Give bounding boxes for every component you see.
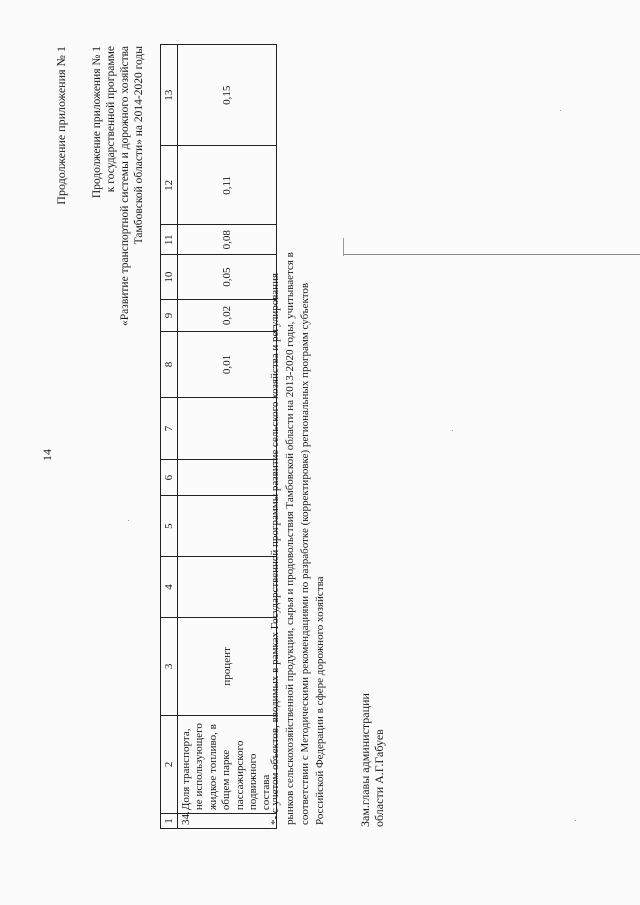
signature-name: области А.Г.Габуев bbox=[372, 729, 386, 827]
scan-speck bbox=[560, 110, 561, 111]
value-cell: 0,05 bbox=[178, 255, 277, 300]
column-number: 2 bbox=[161, 715, 178, 813]
footnote-line: рынков сельскохозяйственной продукции, сырья и продовольствия Тамбовской области на 2013-2020 годы, учитывается в bbox=[284, 252, 296, 825]
value-cell: 0,08 bbox=[178, 225, 277, 255]
unit-cell: процент bbox=[178, 617, 277, 715]
column-number: 7 bbox=[161, 398, 178, 460]
column-number: 12 bbox=[161, 146, 178, 225]
column-number: 3 bbox=[161, 617, 178, 715]
footnote bbox=[268, 105, 328, 825]
table-row bbox=[178, 45, 277, 829]
value-cell: 0,02 bbox=[178, 299, 277, 331]
column-number-row bbox=[161, 45, 178, 829]
value-cell: 0,15 bbox=[178, 45, 277, 146]
scan-speck bbox=[452, 430, 453, 431]
page-number: 14 bbox=[40, 449, 54, 461]
column-number: 6 bbox=[161, 459, 178, 495]
signature-position: Зам.главы администрации bbox=[358, 693, 372, 827]
value-cell bbox=[178, 496, 277, 557]
appendix-header-line: к государственной программе bbox=[105, 46, 117, 193]
row-number-cell: 34. bbox=[178, 814, 277, 829]
appendix-header-line: Тамбовской области» на 2014-2020 годы bbox=[133, 46, 145, 245]
scan-speck bbox=[575, 820, 576, 821]
indicator-name-cell: Доля транспорта, не использующего жидкое топливо, в общем парке пассажирского подвижного состава bbox=[178, 715, 277, 813]
column-number: 9 bbox=[161, 299, 178, 331]
appendix-header bbox=[90, 46, 146, 506]
value-cell bbox=[178, 398, 277, 460]
value-cell bbox=[178, 459, 277, 495]
scan-separator-line bbox=[343, 254, 640, 255]
scan-separator-line bbox=[343, 238, 344, 256]
column-number: 13 bbox=[161, 45, 178, 146]
scan-speck bbox=[128, 520, 129, 521]
value-cell: 0,11 bbox=[178, 146, 277, 225]
footnote-line: *- с учетом объектов, вводимых в рамках Государственной программы развитие сельского хозяйства и регулирования bbox=[269, 272, 281, 825]
footnote-line: соответствии с Методическими рекомендациями по разработке (корректировке) региональных программ субъектов bbox=[299, 282, 311, 825]
footnote-line: Российской Федерации в сфере дорожного хозяйства bbox=[314, 576, 326, 825]
appendix-header-line: «Развитие транспортной системы и дорожного хозяйства bbox=[119, 46, 131, 326]
signature-block bbox=[358, 693, 386, 827]
column-number: 4 bbox=[161, 557, 178, 618]
header-continuation: Продолжение приложения № 1 bbox=[54, 46, 68, 205]
indicator-table bbox=[160, 44, 277, 829]
column-number: 11 bbox=[161, 225, 178, 255]
column-number: 5 bbox=[161, 496, 178, 557]
column-number: 10 bbox=[161, 255, 178, 300]
value-cell bbox=[178, 557, 277, 618]
column-number: 8 bbox=[161, 331, 178, 397]
column-number: 1 bbox=[161, 814, 178, 829]
appendix-header-line: Продолжение приложения № 1 bbox=[91, 46, 103, 199]
value-cell: 0,01 bbox=[178, 331, 277, 397]
